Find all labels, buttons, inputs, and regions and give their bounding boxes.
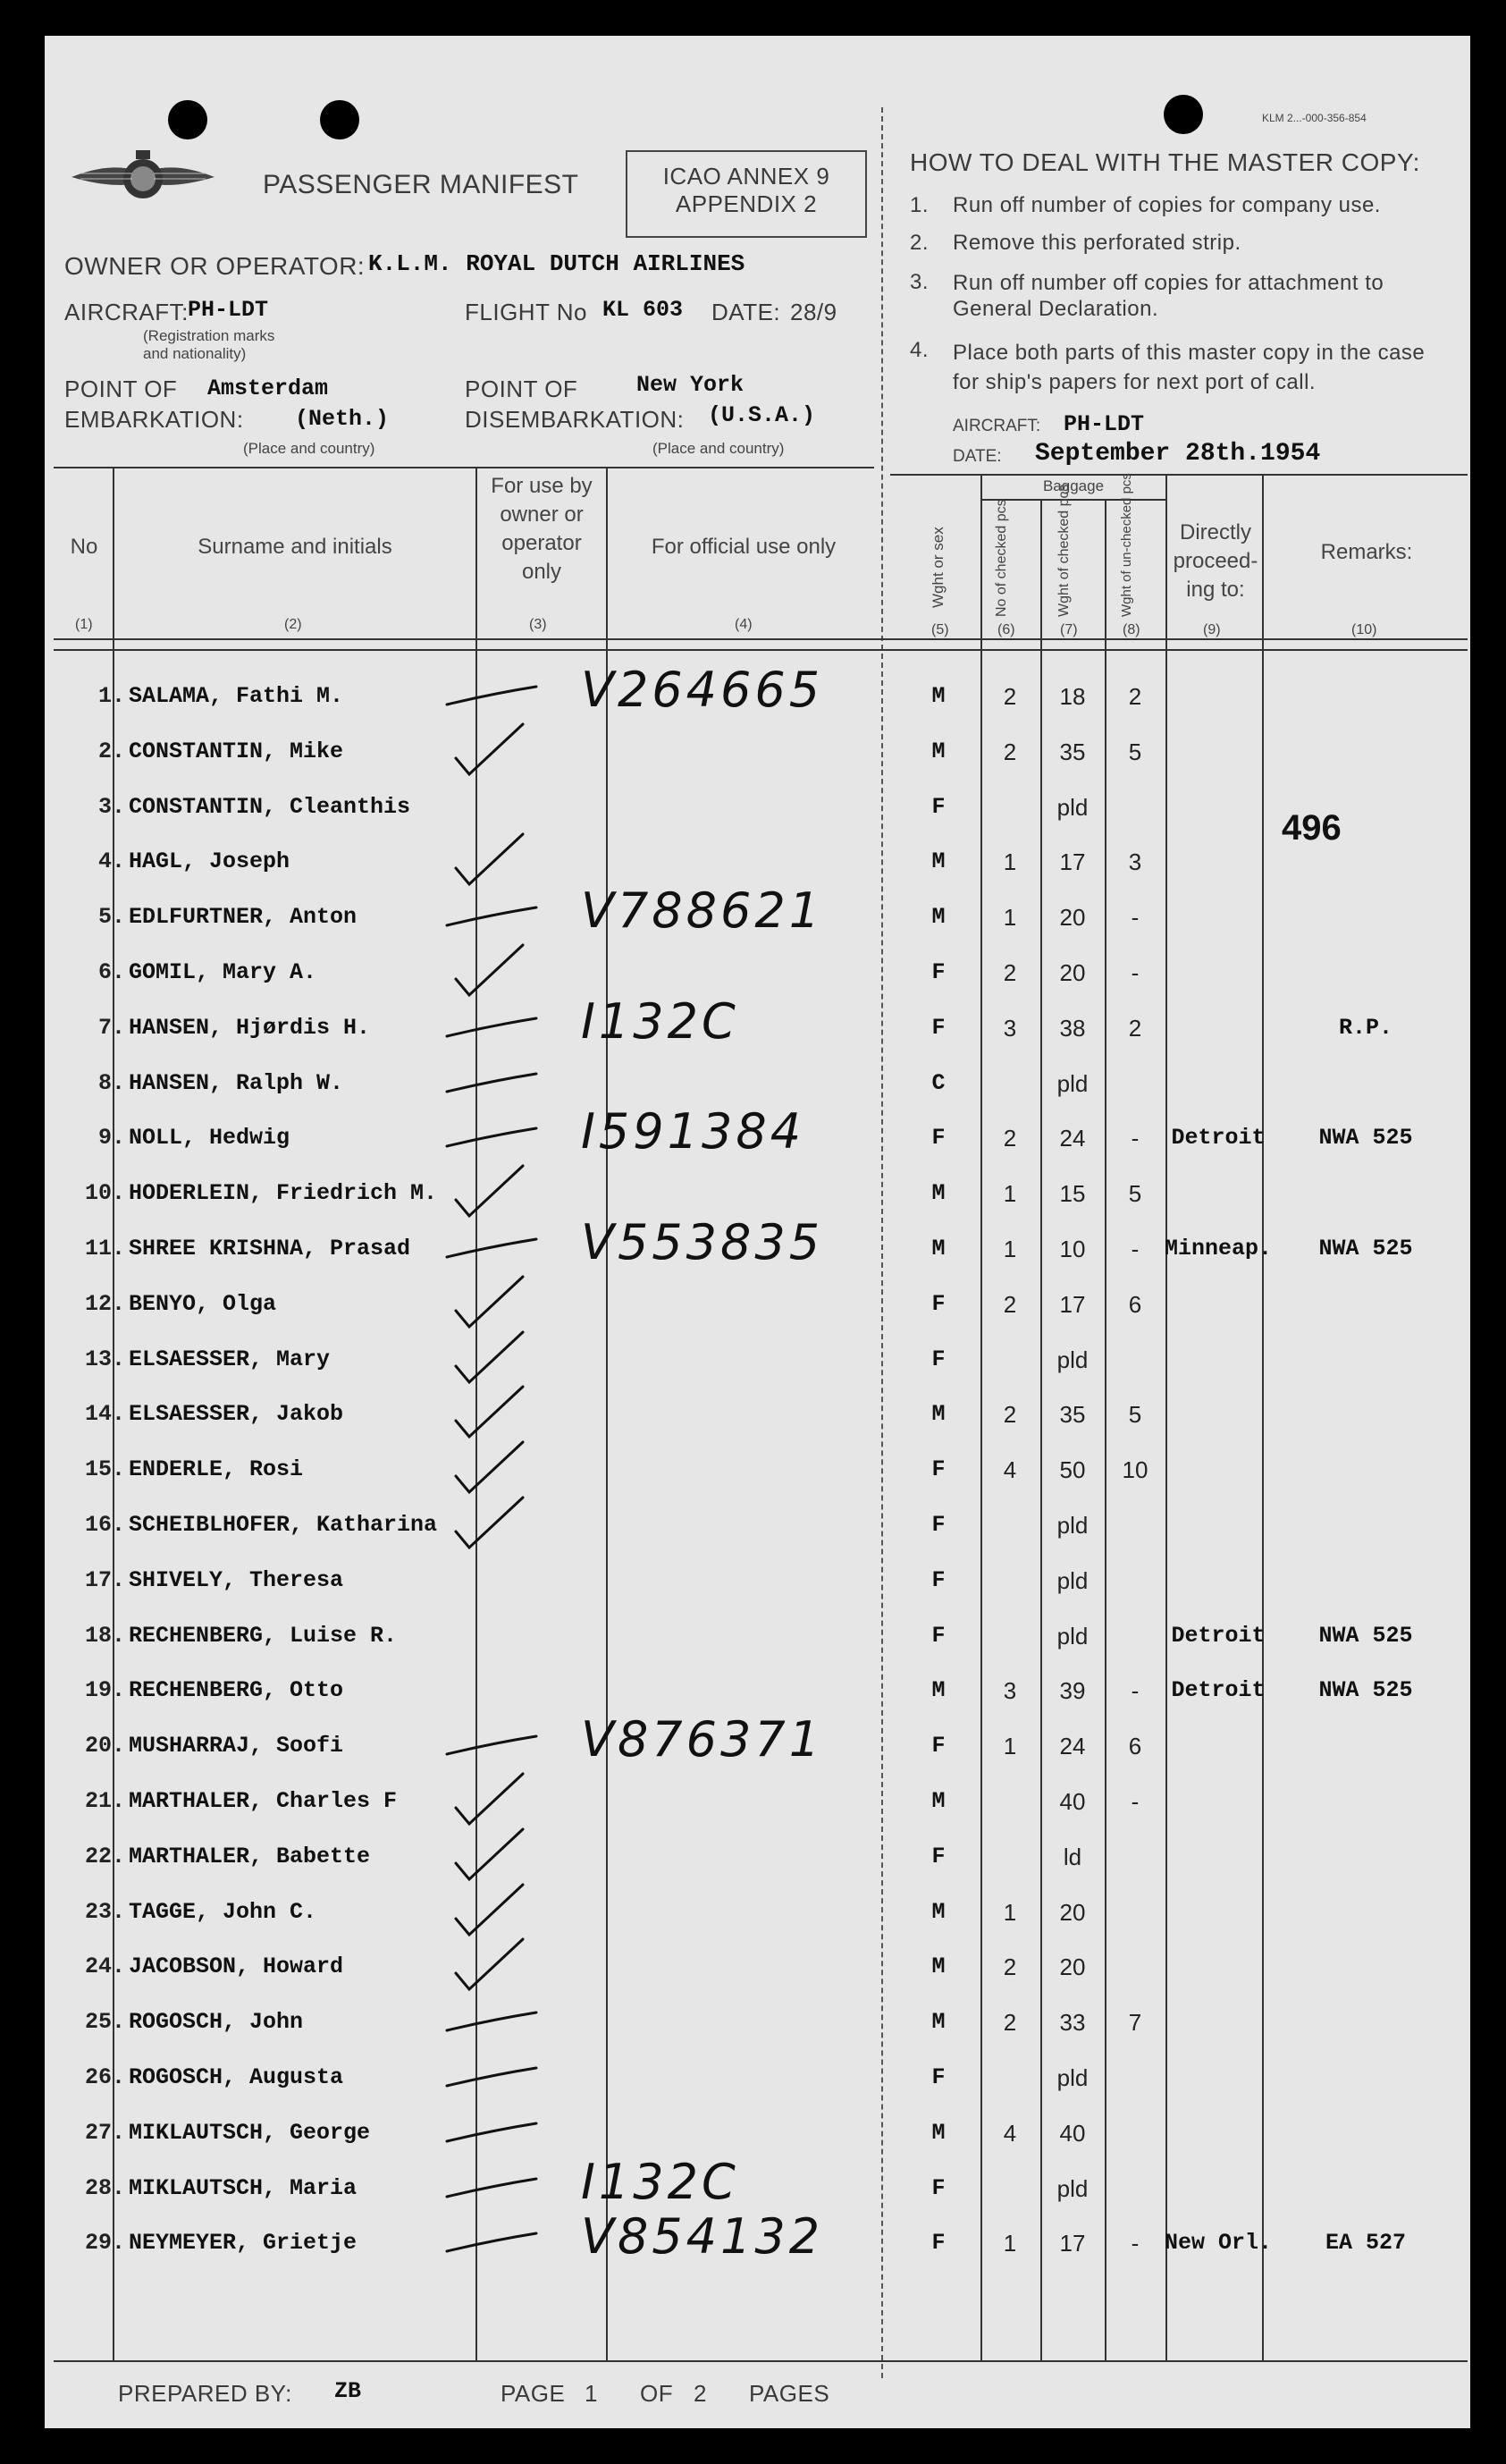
dash-mark-icon	[438, 2048, 554, 2111]
destination: Detroit	[1171, 1677, 1266, 1704]
col-header-weight-sex: Wght or sex	[930, 527, 947, 608]
disembark-label2: DISEMBARKATION:	[465, 406, 685, 433]
table-row	[45, 1711, 1470, 1779]
checked-pieces: 3	[1003, 1014, 1017, 1042]
destination: New Orl.	[1164, 2230, 1273, 2257]
passenger-name: MIKLAUTSCH, George	[129, 2119, 371, 2146]
checkmark-icon	[438, 832, 554, 895]
row-number: 18.	[84, 1622, 125, 1649]
passenger-sex: M	[931, 1677, 946, 1704]
checked-weight: pld	[1056, 1069, 1089, 1097]
checked-pieces: 2	[1003, 1953, 1017, 1981]
col-number: (7)	[1060, 622, 1078, 637]
checked-weight: 40	[1059, 1788, 1086, 1815]
dash-mark-icon	[438, 888, 554, 950]
handwritten-official-number: I591384	[581, 1103, 805, 1160]
table-row	[45, 2111, 1470, 2166]
checked-pieces: 1	[1003, 2230, 1017, 2257]
passenger-sex: F	[931, 2230, 946, 2257]
table-row	[45, 1890, 1470, 1945]
embark-value1: Amsterdam	[207, 376, 329, 401]
checkmark-icon	[438, 722, 554, 785]
passenger-sex: F	[931, 1125, 946, 1152]
passenger-sex: F	[931, 1843, 946, 1869]
table-header-rule	[54, 638, 1468, 640]
dash-mark-icon	[438, 2159, 554, 2222]
dash-mark-icon	[438, 1717, 554, 1779]
passenger-sex: F	[931, 2064, 946, 2090]
passenger-name: JACOBSON, Howard	[129, 1953, 344, 1980]
row-number: 8.	[97, 1069, 125, 1096]
checkmark-icon	[438, 1496, 554, 1558]
passenger-name: BENYO, Olga	[129, 1290, 277, 1317]
checked-pieces: 1	[1003, 848, 1017, 876]
unchecked-weight: -	[1131, 1125, 1140, 1152]
table-bottom-rule	[54, 2360, 1468, 2362]
checked-pieces: 2	[1003, 1401, 1017, 1429]
embark-value2: (Neth.)	[295, 406, 390, 432]
table-row	[45, 1945, 1470, 2000]
checked-weight: 20	[1059, 904, 1086, 932]
passenger-name: SHREE KRISHNA, Prasad	[129, 1236, 411, 1262]
handwritten-official-number: V854132	[581, 2208, 824, 2266]
passenger-sex: F	[931, 1622, 946, 1649]
annex-line1: ICAO ANNEX 9	[662, 163, 830, 190]
passenger-name: ROGOSCH, Augusta	[129, 2064, 344, 2090]
remarks: EA 527	[1325, 2230, 1406, 2257]
passenger-name: CONSTANTIN, Mike	[129, 738, 344, 764]
table-row	[45, 730, 1470, 785]
handwritten-official-number: I132C	[581, 2153, 739, 2210]
date-label: DATE:	[711, 299, 781, 325]
dash-mark-icon	[438, 2104, 554, 2166]
table-row	[45, 1835, 1470, 1890]
checkmark-icon	[438, 943, 554, 1006]
disembark-label1: POINT OF	[465, 376, 578, 402]
checkmark-icon	[438, 1330, 554, 1393]
passenger-sex: M	[931, 2009, 946, 2036]
checked-pieces: 2	[1003, 1125, 1017, 1152]
unchecked-weight: 2	[1128, 1014, 1142, 1042]
instructions-title: HOW TO DEAL WITH THE MASTER COPY:	[910, 148, 1420, 176]
punch-hole	[320, 100, 359, 139]
col-number: (6)	[997, 622, 1015, 637]
checked-weight: ld	[1063, 1843, 1082, 1870]
row-number: 10.	[84, 1180, 125, 1207]
col-header-checked-pcs: No of checked pcs	[994, 499, 1009, 617]
aircraft-note2: and nationality)	[143, 345, 247, 362]
embark-note: (Place and country)	[243, 440, 375, 457]
passenger-sex: F	[931, 1566, 946, 1593]
dash-mark-icon	[438, 667, 554, 730]
checked-pieces: 2	[1003, 683, 1017, 710]
instruction-number: 3.	[910, 270, 930, 294]
disembark-value2: (U.S.A.)	[708, 402, 816, 428]
table-row	[45, 1282, 1470, 1337]
passenger-name: MARTHALER, Charles F	[129, 1788, 398, 1814]
passenger-sex: F	[931, 793, 946, 820]
checked-weight: 20	[1059, 1898, 1086, 1926]
row-number: 19.	[84, 1677, 125, 1704]
table-header-rule2	[54, 649, 1468, 651]
passenger-sex: M	[931, 1788, 946, 1814]
passenger-name: ENDERLE, Rosi	[129, 1456, 304, 1483]
klm-logo-icon	[72, 143, 215, 215]
passenger-name: MIKLAUTSCH, Maria	[129, 2174, 358, 2201]
page-value: 1	[585, 2380, 598, 2407]
table-row	[45, 662, 1470, 730]
col-header-no: No	[70, 535, 98, 559]
checkmark-icon	[438, 1827, 554, 1890]
checked-weight: 40	[1059, 2119, 1086, 2147]
of-label: OF	[640, 2380, 674, 2407]
unchecked-weight: -	[1131, 904, 1140, 932]
pages-label: PAGES	[749, 2380, 830, 2407]
passenger-sex: F	[931, 1512, 946, 1538]
passenger-name: RECHENBERG, Luise R.	[129, 1622, 398, 1649]
table-row	[45, 1503, 1470, 1558]
passenger-sex: M	[931, 1898, 946, 1925]
table-row	[45, 1447, 1470, 1503]
passenger-sex: F	[931, 2174, 946, 2201]
checked-weight: pld	[1056, 1622, 1089, 1650]
checked-weight: 33	[1059, 2009, 1086, 2037]
checked-weight: 17	[1059, 1290, 1086, 1318]
checked-weight: 35	[1059, 1401, 1086, 1429]
passenger-sex: F	[931, 1014, 946, 1041]
instruction-number: 4.	[910, 338, 930, 362]
row-number: 6.	[97, 959, 125, 985]
unchecked-weight: -	[1131, 1788, 1140, 1815]
checked-weight: 24	[1059, 1733, 1086, 1760]
passenger-sex: M	[931, 683, 946, 709]
col-number: (1)	[75, 617, 93, 632]
checked-weight: 35	[1059, 738, 1086, 765]
passenger-sex: F	[931, 1290, 946, 1317]
checked-pieces: 2	[1003, 738, 1017, 765]
checked-weight: pld	[1056, 1346, 1089, 1373]
checked-weight: 24	[1059, 1125, 1086, 1152]
passenger-name: ROGOSCH, John	[129, 2009, 304, 2036]
date-value: 28/9	[790, 299, 837, 325]
row-number: 21.	[84, 1788, 125, 1814]
passenger-sex: F	[931, 959, 946, 985]
unchecked-weight: 10	[1122, 1456, 1148, 1484]
passenger-name: EDLFURTNER, Anton	[129, 904, 358, 931]
remarks: NWA 525	[1318, 1677, 1413, 1704]
row-number: 17.	[84, 1566, 125, 1593]
handwritten-official-number: V264665	[581, 662, 824, 718]
col-number: (4)	[735, 617, 753, 632]
table-row	[45, 1337, 1470, 1393]
row-number: 16.	[84, 1512, 125, 1538]
punch-hole	[168, 100, 207, 139]
table-row	[45, 785, 1470, 840]
unchecked-weight: 6	[1128, 1290, 1142, 1318]
remarks: NWA 525	[1318, 1125, 1413, 1152]
passenger-sex: C	[931, 1069, 946, 1096]
row-number: 9.	[97, 1125, 125, 1152]
col-number: (10)	[1351, 622, 1377, 637]
remarks: R.P.	[1338, 1014, 1392, 1041]
checked-weight: 39	[1059, 1677, 1086, 1705]
checked-pieces: 2	[1003, 2009, 1017, 2037]
col-header-unchecked-weight: Wght of un-checked pcs	[1119, 473, 1134, 617]
unchecked-weight: -	[1131, 959, 1140, 986]
passenger-name: GOMIL, Mary A.	[129, 959, 317, 985]
checked-pieces: 1	[1003, 1180, 1017, 1208]
handwritten-official-number: V876371	[581, 1711, 824, 1768]
passenger-name: RECHENBERG, Otto	[129, 1677, 344, 1704]
row-number: 1.	[97, 683, 125, 709]
checkmark-icon	[438, 1275, 554, 1337]
aircraft-note1: (Registration marks	[143, 327, 275, 344]
passenger-sex: F	[931, 1346, 946, 1372]
instruction-text: Remove this perforated strip.	[953, 231, 1241, 255]
instructions-date-value: September 28th.1954	[1035, 440, 1321, 468]
checked-weight: 50	[1059, 1456, 1086, 1484]
checked-weight: pld	[1056, 2174, 1089, 2202]
disembark-note: (Place and country)	[652, 440, 785, 457]
row-number: 24.	[84, 1953, 125, 1980]
passenger-sex: M	[931, 1401, 946, 1428]
passenger-name: CONSTANTIN, Cleanthis	[129, 793, 411, 820]
table-row	[45, 1558, 1470, 1614]
annex-line2: APPENDIX 2	[675, 190, 818, 217]
row-number: 26.	[84, 2064, 125, 2090]
checked-weight: pld	[1056, 1512, 1089, 1539]
checked-pieces: 3	[1003, 1677, 1017, 1705]
col-header-baggage: Baggage	[1042, 477, 1105, 494]
instruction-text: Run off number of copies for company use.	[953, 193, 1381, 217]
dash-mark-icon	[438, 2214, 554, 2276]
dash-mark-icon	[438, 999, 554, 1061]
row-number: 12.	[84, 1290, 125, 1317]
owner-value: K.L.M. ROYAL DUTCH AIRLINES	[368, 250, 745, 277]
handwritten-official-number: I132C	[581, 992, 739, 1050]
passenger-name: MARTHALER, Babette	[129, 1843, 371, 1869]
passenger-sex: M	[931, 904, 946, 931]
checked-weight: 17	[1059, 848, 1086, 876]
checked-weight: pld	[1056, 2064, 1089, 2091]
destination: Detroit	[1171, 1622, 1266, 1649]
unchecked-weight: -	[1131, 2230, 1140, 2257]
disembark-value1: New York	[636, 372, 745, 398]
unchecked-weight: 3	[1128, 848, 1142, 876]
checked-weight: pld	[1056, 793, 1089, 821]
form-code: KLM 2...-000-356-854	[1262, 112, 1367, 124]
checked-pieces: 2	[1003, 1290, 1017, 1318]
table-row	[45, 1614, 1470, 1669]
row-number: 23.	[84, 1898, 125, 1925]
checked-pieces: 1	[1003, 1236, 1017, 1262]
unchecked-weight: 7	[1128, 2009, 1142, 2037]
table-row	[45, 2055, 1470, 2111]
col-header-proceeding: Directly proceed-ing to:	[1173, 520, 1258, 602]
col-number: (5)	[931, 622, 949, 637]
col-number: (2)	[284, 617, 302, 632]
checked-weight: 20	[1059, 959, 1086, 986]
unchecked-weight: -	[1131, 1677, 1140, 1705]
unchecked-weight: 5	[1128, 1180, 1142, 1208]
checkmark-icon	[438, 1385, 554, 1447]
unchecked-weight: 2	[1128, 683, 1142, 710]
checked-pieces: 4	[1003, 2119, 1017, 2147]
remark-number: 496	[1282, 808, 1342, 848]
remarks: NWA 525	[1318, 1622, 1413, 1649]
dash-mark-icon	[438, 1219, 554, 1282]
col-number: (9)	[1203, 622, 1221, 637]
row-number: 27.	[84, 2119, 125, 2146]
instruction-number: 2.	[910, 231, 930, 255]
passenger-name: SHIVELY, Theresa	[129, 1566, 344, 1593]
row-number: 11.	[84, 1236, 125, 1262]
checkmark-icon	[438, 1440, 554, 1503]
checked-pieces: 1	[1003, 1733, 1017, 1760]
row-number: 20.	[84, 1733, 125, 1759]
instruction-text: Run off number off copies for attachment to General Declaration.	[953, 271, 1384, 321]
passenger-name: ELSAESSER, Jakob	[129, 1401, 344, 1428]
col-header-official-use: For official use only	[651, 535, 837, 559]
checked-pieces: 4	[1003, 1456, 1017, 1484]
row-number: 4.	[97, 848, 125, 875]
handwritten-official-number: V553835	[581, 1214, 824, 1270]
passenger-sex: M	[931, 848, 946, 875]
passenger-sex: M	[931, 1236, 946, 1262]
passenger-sex: M	[931, 1180, 946, 1207]
checked-weight: 15	[1059, 1180, 1086, 1208]
row-number: 2.	[97, 738, 125, 764]
flight-value: KL 603	[602, 297, 684, 323]
col-header-surname: Surname and initials	[198, 535, 392, 559]
row-number: 14.	[84, 1401, 125, 1428]
passenger-name: HANSEN, Ralph W.	[129, 1069, 344, 1096]
page-label: PAGE	[501, 2380, 566, 2407]
passenger-name: NOLL, Hedwig	[129, 1125, 290, 1152]
col-header-remarks: Remarks:	[1320, 540, 1413, 564]
instructions-aircraft-label: AIRCRAFT:	[953, 417, 1041, 435]
checked-weight: 20	[1059, 1953, 1086, 1981]
passenger-sex: F	[931, 1733, 946, 1759]
checked-weight: 10	[1059, 1236, 1086, 1262]
passenger-sex: M	[931, 2119, 946, 2146]
passenger-name: HODERLEIN, Friedrich M.	[129, 1180, 438, 1207]
checked-pieces: 1	[1003, 904, 1017, 932]
instruction-number: 1.	[910, 193, 930, 217]
destination: Detroit	[1171, 1125, 1266, 1152]
instructions-date-label: DATE:	[953, 447, 1002, 466]
checked-pieces: 1	[1003, 1898, 1017, 1926]
prepared-by-label: PREPARED BY:	[118, 2380, 292, 2407]
passenger-name: TAGGE, John C.	[129, 1898, 317, 1925]
row-number: 7.	[97, 1014, 125, 1041]
checked-weight: 18	[1059, 683, 1086, 710]
punch-hole	[1164, 95, 1203, 134]
unchecked-weight: -	[1131, 1236, 1140, 1262]
table-top-rule-right	[890, 474, 1468, 476]
owner-label: OWNER OR OPERATOR:	[64, 252, 366, 280]
embark-label1: POINT OF	[64, 376, 178, 402]
row-number: 3.	[97, 793, 125, 820]
row-number: 25.	[84, 2009, 125, 2036]
passenger-name: HAGL, Joseph	[129, 848, 290, 875]
handwritten-official-number: V788621	[581, 882, 824, 940]
embark-label2: EMBARKATION:	[64, 406, 244, 433]
dash-mark-icon	[438, 1993, 554, 2055]
checkmark-icon	[438, 1164, 554, 1227]
checkmark-icon	[438, 1883, 554, 1945]
checked-weight: 17	[1059, 2230, 1086, 2257]
manifest-sheet	[45, 36, 1470, 2428]
table-row	[45, 1214, 1470, 1282]
flight-label: FLIGHT No	[465, 299, 587, 325]
form-title: PASSENGER MANIFEST	[263, 170, 579, 199]
dash-mark-icon	[438, 1109, 554, 1171]
col-header-owner-use: For use by owner or operator only	[491, 474, 593, 584]
passenger-name: HANSEN, Hjørdis H.	[129, 1014, 371, 1041]
instructions-aircraft-value: PH-LDT	[1064, 411, 1145, 437]
checked-weight: pld	[1056, 1566, 1089, 1594]
row-number: 13.	[84, 1346, 125, 1372]
row-number: 5.	[97, 904, 125, 931]
checked-pieces: 2	[1003, 959, 1017, 986]
prepared-by-value: ZB	[334, 2378, 362, 2404]
destination: Minneap.	[1164, 1236, 1273, 1262]
table-row	[45, 882, 1470, 950]
table-row	[45, 992, 1470, 1061]
checkmark-icon	[438, 1772, 554, 1835]
passenger-sex: M	[931, 738, 946, 764]
passenger-name: ELSAESSER, Mary	[129, 1346, 331, 1372]
passenger-name: NEYMEYER, Grietje	[129, 2230, 358, 2257]
passenger-name: MUSHARRAJ, Soofi	[129, 1733, 344, 1759]
row-number: 15.	[84, 1456, 125, 1483]
col-header-checked-weight: Wght of checked pcs	[1056, 484, 1072, 617]
dash-mark-icon	[438, 1054, 554, 1117]
passenger-sex: F	[931, 1456, 946, 1483]
row-number: 22.	[84, 1843, 125, 1869]
unchecked-weight: 6	[1128, 1733, 1142, 1760]
checked-weight: 38	[1059, 1014, 1086, 1042]
aircraft-value: PH-LDT	[188, 297, 269, 323]
of-value: 2	[694, 2380, 707, 2407]
table-row	[45, 1779, 1470, 1835]
passenger-name: SCHEIBLHOFER, Katharina	[129, 1512, 438, 1538]
table-row	[45, 2000, 1470, 2055]
checkmark-icon	[438, 1937, 554, 2000]
aircraft-label: AIRCRAFT:	[64, 299, 189, 325]
passenger-sex: M	[931, 1953, 946, 1980]
table-row	[45, 950, 1470, 1006]
table-row	[45, 2208, 1470, 2276]
instruction-text: Place both parts of this master copy in the case for ship's papers for next port of call.	[953, 341, 1426, 394]
passenger-name: SALAMA, Fathi M.	[129, 683, 344, 709]
unchecked-weight: 5	[1128, 1401, 1142, 1429]
table-top-rule	[54, 467, 874, 468]
col-number: (8)	[1123, 622, 1140, 637]
annex-box	[626, 150, 867, 238]
row-number: 28.	[84, 2174, 125, 2201]
col-number: (3)	[529, 617, 547, 632]
table-row	[45, 1392, 1470, 1447]
unchecked-weight: 5	[1128, 738, 1142, 765]
remarks: NWA 525	[1318, 1236, 1413, 1262]
row-number: 29.	[84, 2230, 125, 2257]
table-row	[45, 1103, 1470, 1171]
